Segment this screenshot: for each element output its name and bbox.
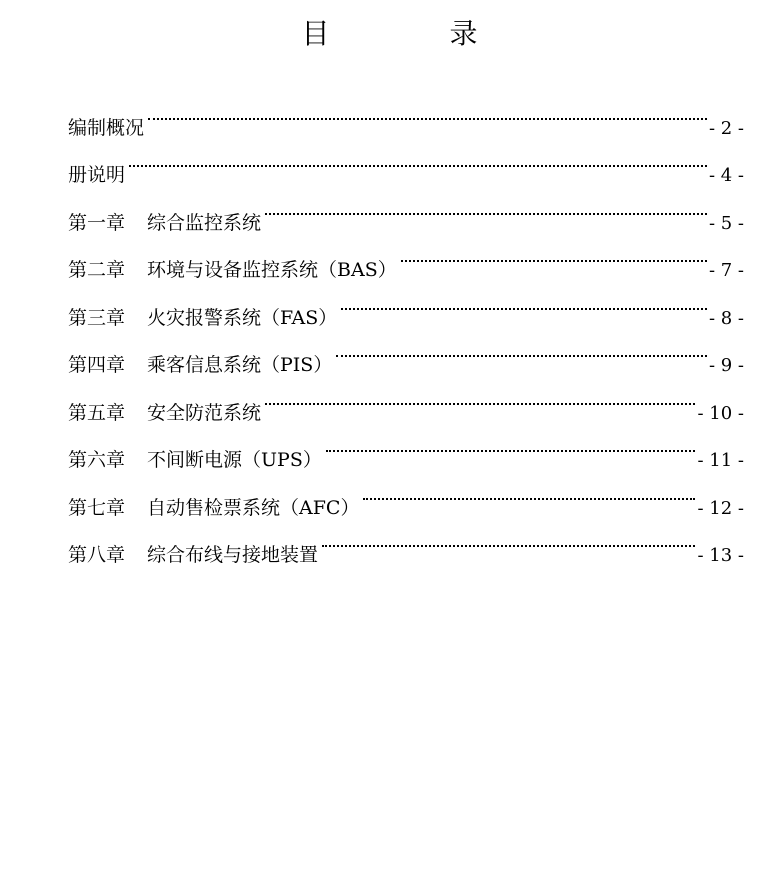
toc-dot-leader <box>322 514 695 562</box>
toc-chapter-number: 第一章 <box>68 211 126 234</box>
toc-chapter-number: 第二章 <box>68 259 126 281</box>
table-of-contents <box>68 86 744 566</box>
toc-heading: 安全防范系统 <box>147 401 262 424</box>
toc-page-number: - 7 - <box>708 260 744 281</box>
toc-chapter-number: 第六章 <box>68 449 126 471</box>
toc-chapter-number: 第四章 <box>68 354 126 376</box>
toc-chapter-number: 第八章 <box>68 544 126 566</box>
toc-page-number: - 2 - <box>708 117 744 139</box>
toc-chapter-number: 第三章 <box>68 306 126 329</box>
toc-dot-leader <box>148 86 707 134</box>
toc-heading: 综合布线与接地装置 <box>147 544 319 566</box>
toc-chapter-number: 第五章 <box>68 401 126 424</box>
toc-dot-leader <box>336 324 707 372</box>
toc-dot-leader <box>341 276 707 324</box>
toc-entry[interactable] <box>68 86 744 139</box>
toc-dot-leader <box>401 229 707 277</box>
toc-heading: 自动售检票系统（AFC） <box>147 496 360 519</box>
toc-heading: 环境与设备监控系统（BAS） <box>147 259 397 281</box>
toc-dot-leader <box>265 181 707 229</box>
toc-heading: 编制概况 <box>68 116 145 139</box>
toc-dot-leader <box>265 371 695 419</box>
toc-heading: 综合监控系统 <box>147 211 262 234</box>
toc-heading: 火灾报警系统（FAS） <box>147 306 338 329</box>
toc-dot-leader <box>129 134 707 182</box>
toc-heading: 册说明 <box>68 164 126 186</box>
toc-page-number: - 12 - <box>697 497 744 519</box>
toc-page-number: - 10 - <box>697 402 744 424</box>
toc-heading: 不间断电源（UPS） <box>147 449 322 471</box>
toc-chapter-number: 第七章 <box>68 496 126 519</box>
page-title: 目 录 <box>301 17 524 50</box>
toc-dot-leader <box>363 466 695 514</box>
toc-page-number: - 5 - <box>708 212 744 234</box>
toc-page-number: - 11 - <box>697 450 744 471</box>
toc-page-number: - 4 - <box>708 165 744 186</box>
toc-heading: 乘客信息系统（PIS） <box>147 354 333 376</box>
toc-entry[interactable] <box>68 134 744 186</box>
toc-dot-leader <box>326 419 696 467</box>
toc-page-number: - 13 - <box>697 545 744 566</box>
toc-page-number: - 9 - <box>708 355 744 376</box>
toc-page-number: - 8 - <box>708 307 744 329</box>
toc-entry[interactable] <box>68 181 744 234</box>
